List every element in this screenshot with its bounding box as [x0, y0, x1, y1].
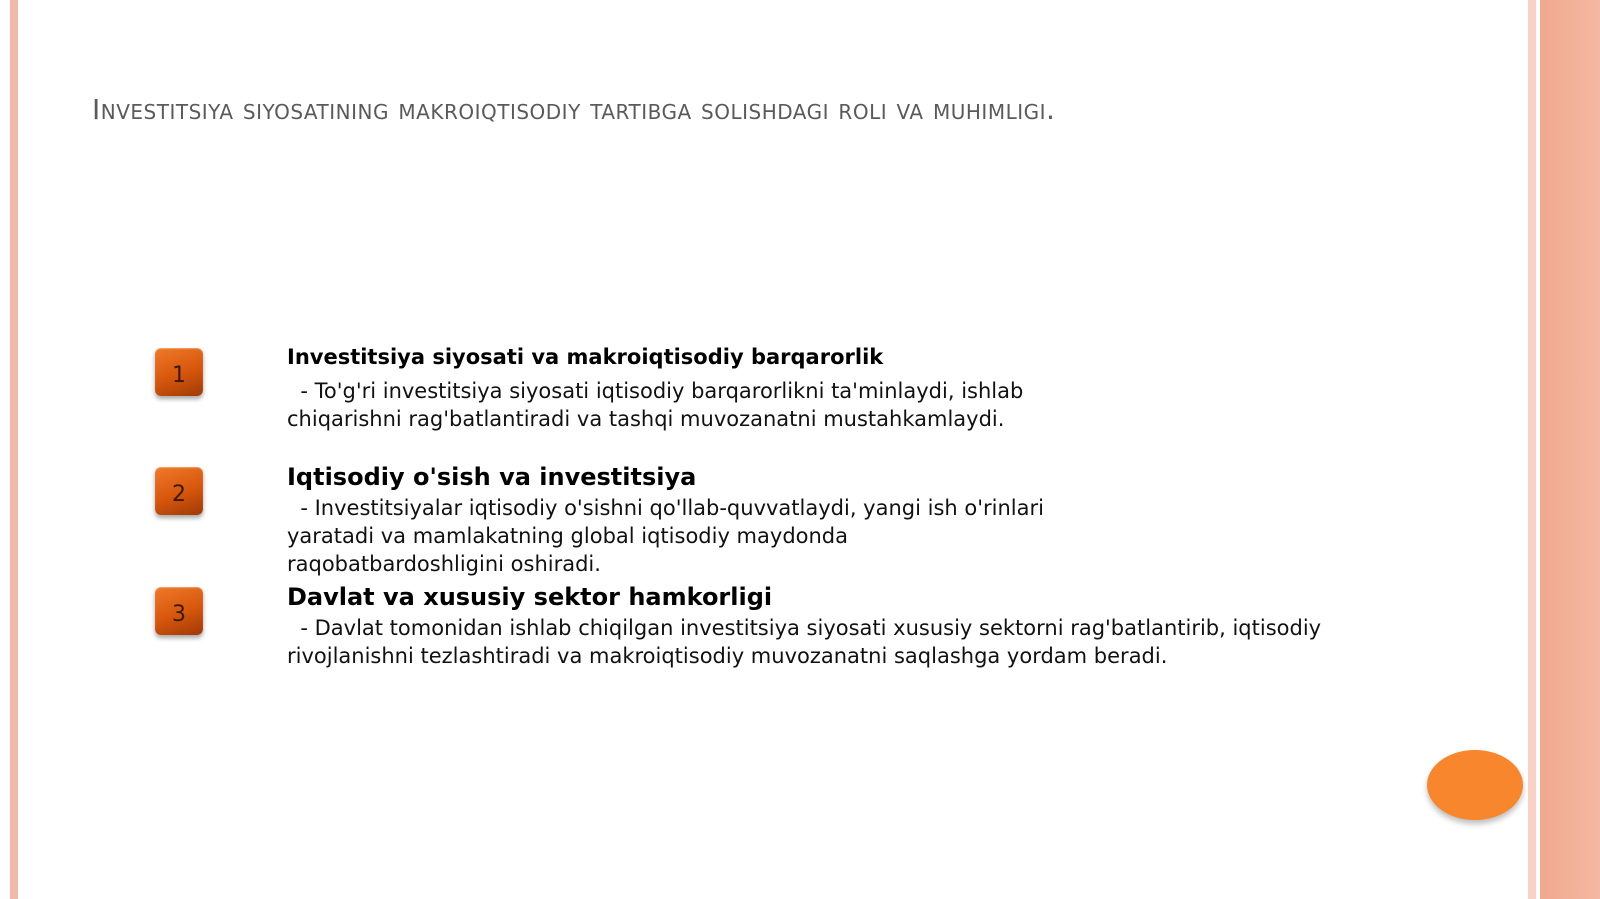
item-text	[287, 343, 1023, 433]
right-decorative-band	[1528, 0, 1600, 899]
item-heading: Investitsiya siyosati va makroiqtisodiy barqarorlik	[287, 345, 884, 369]
item-body-line: raqobatbardoshligini oshiradi.	[287, 552, 601, 576]
item-text	[287, 582, 1321, 670]
left-decorative-stripe	[10, 0, 18, 899]
orange-circle-button[interactable]	[1427, 750, 1523, 820]
item-body-line: rivojlanishni tezlashtiradi va makroiqtisodiy muvozanatni saqlashga yordam beradi.	[287, 644, 1168, 668]
item-body-line: - Davlat tomonidan ishlab chiqilgan investitsiya siyosati xususiy sektorni rag'batlantirib, iqtisodiy	[287, 616, 1322, 640]
number-badge: 2	[155, 467, 203, 515]
item-heading: Iqtisodiy o'sish va investitsiya	[287, 463, 697, 491]
item-body-line: chiqarishni rag'batlantiradi va tashqi muvozanatni mustahkamlaydi.	[287, 407, 1005, 431]
item-body-line: - To'g'ri investitsiya siyosati iqtisodiy barqarorlikni ta'minlaydi, ishlab	[287, 379, 1024, 403]
slide-title: Investitsiya siyosatining makroiqtisodiy tartibga solishdagi roli va muhimligi.	[92, 93, 1056, 126]
item-heading: Davlat va xususiy sektor hamkorligi	[287, 583, 773, 611]
number-badge: 1	[155, 348, 203, 396]
item-body-line: - Investitsiyalar iqtisodiy o'sishni qo'llab-quvvatlaydi, yangi ish o'rinlari	[287, 496, 1044, 520]
number-badge: 3	[155, 587, 203, 635]
item-text	[287, 462, 1044, 578]
item-body-line: yaratadi va mamlakatning global iqtisodiy maydonda	[287, 524, 849, 548]
